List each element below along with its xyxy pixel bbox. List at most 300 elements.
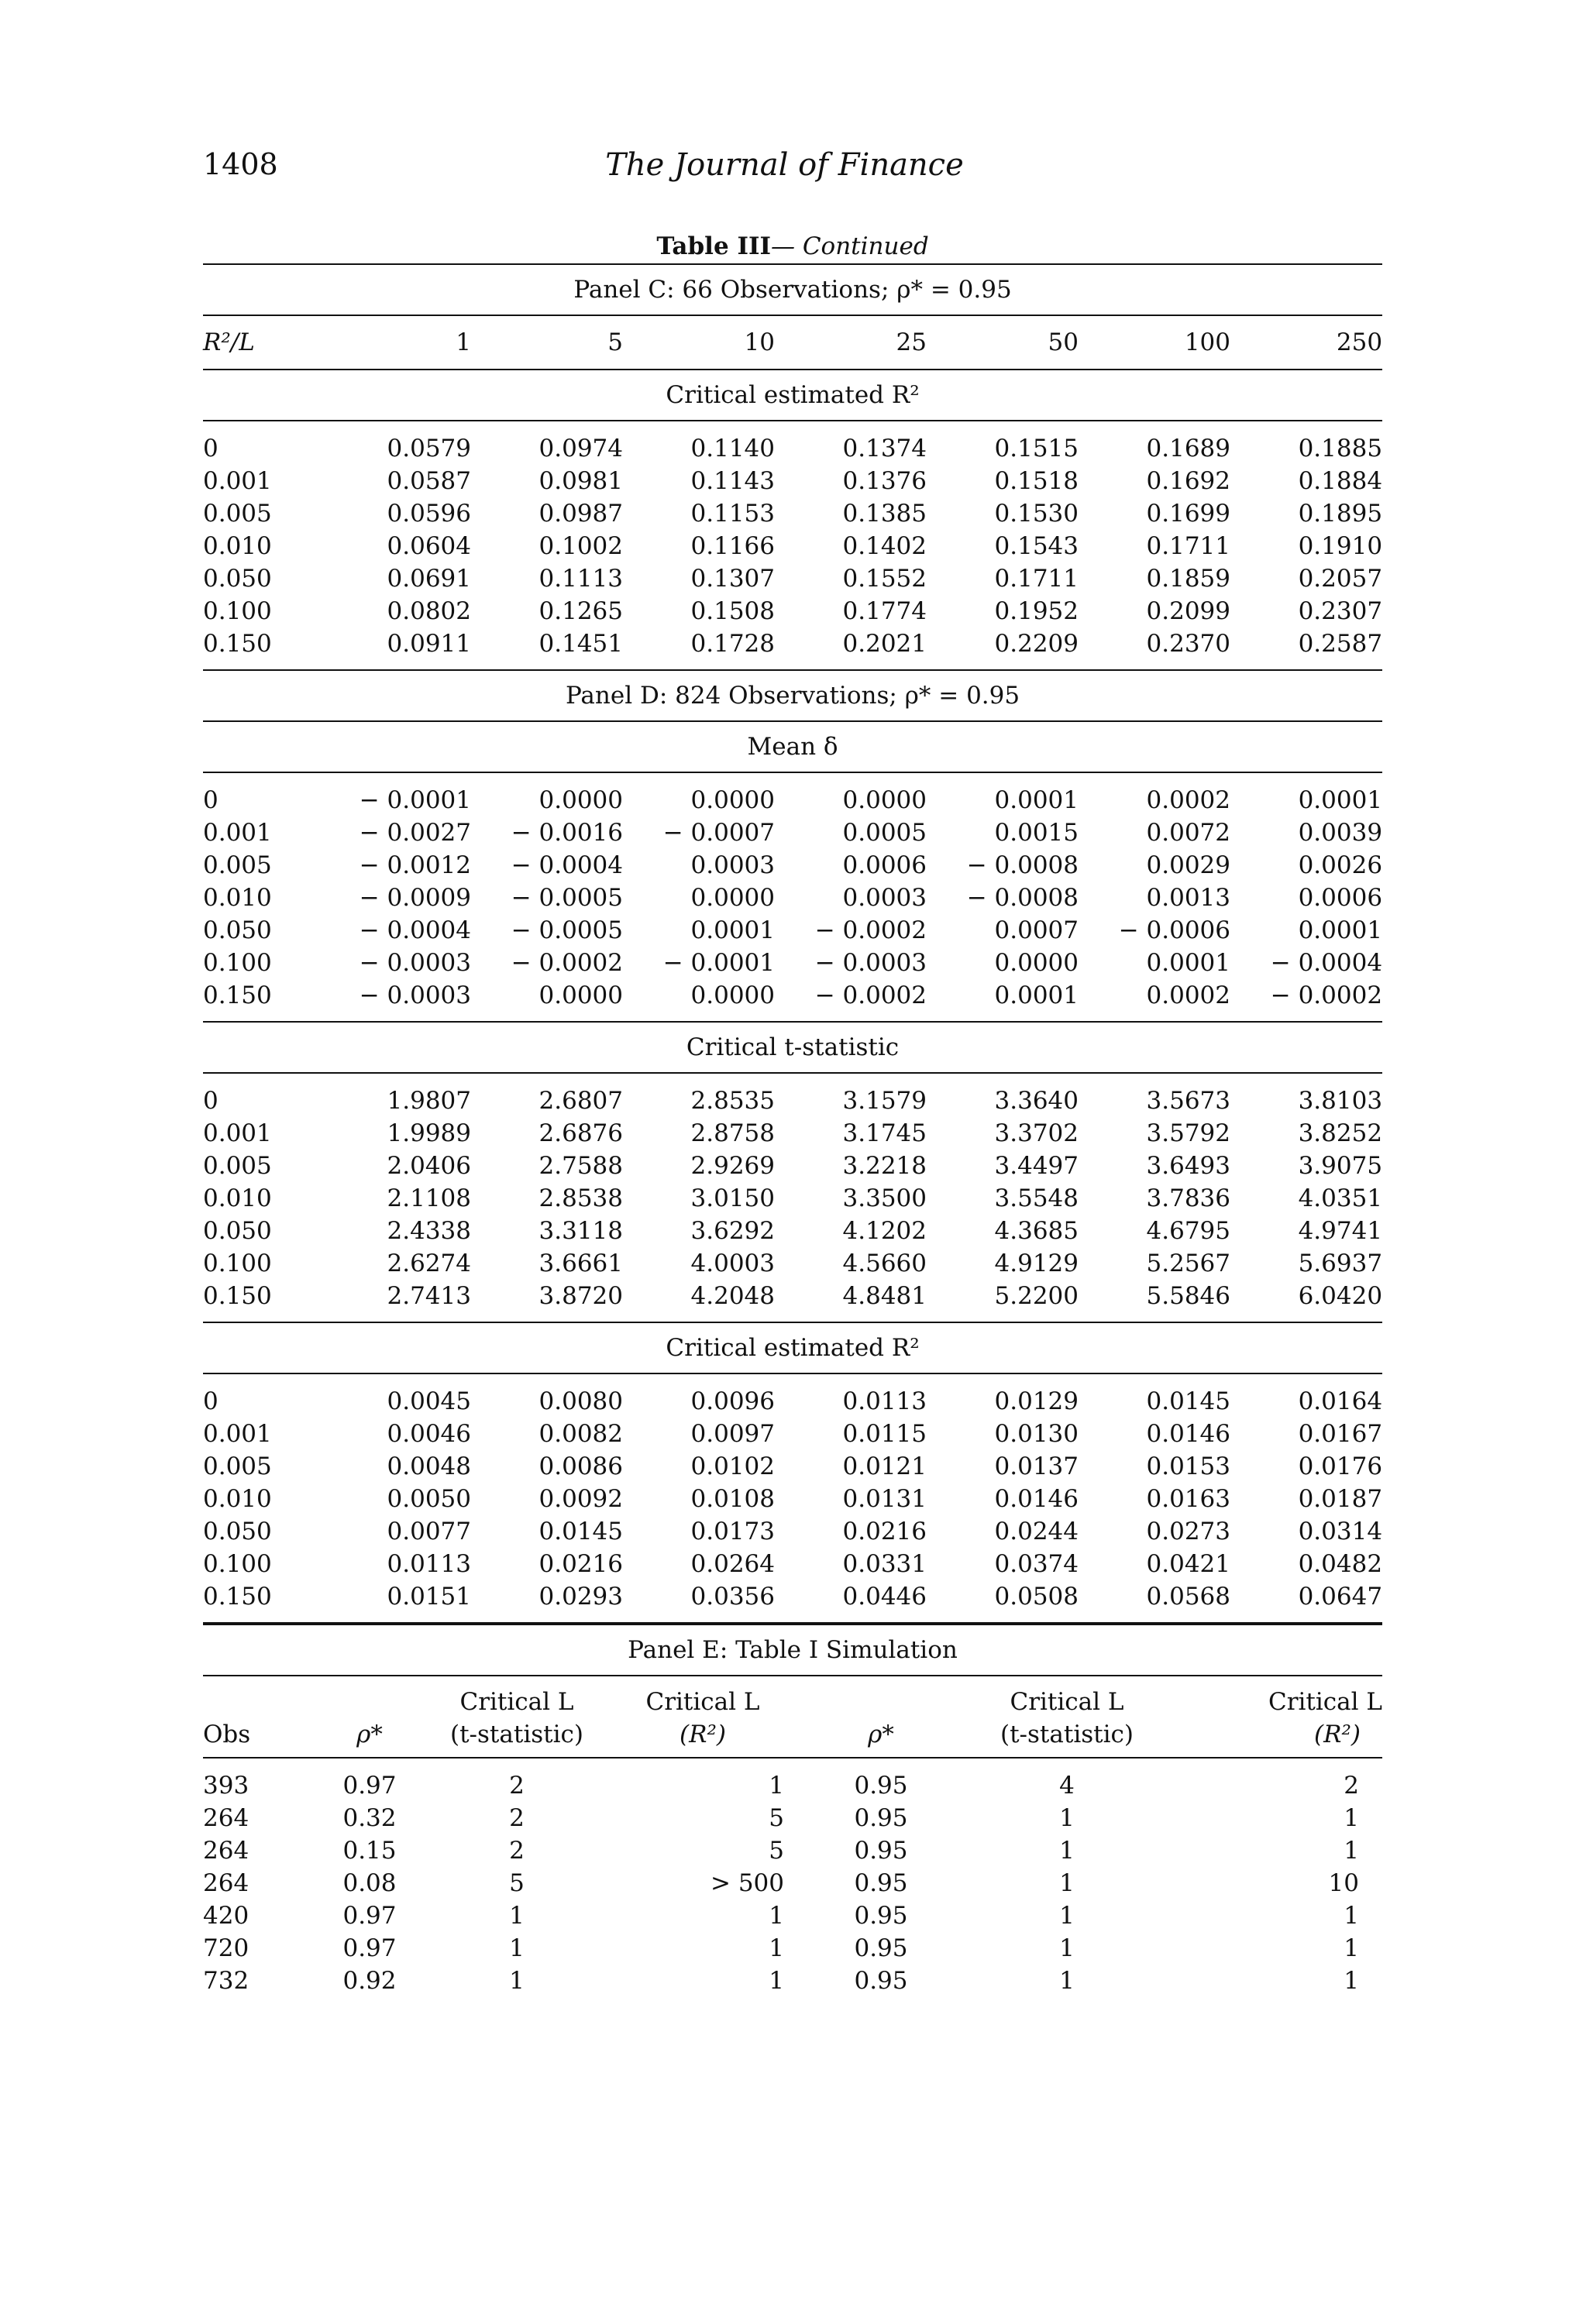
row-label: 0.005 xyxy=(203,1452,272,1480)
panel-c-title-row xyxy=(203,264,1382,315)
table-cell: 4.2048 xyxy=(623,1280,775,1322)
table-row xyxy=(203,849,1382,882)
table-cell: − 0.0002 xyxy=(1230,979,1382,1022)
table-row xyxy=(203,772,1382,816)
table-cell: 2.0406 xyxy=(387,1152,471,1180)
table-row xyxy=(203,979,1382,1022)
table-cell: 0.0129 xyxy=(994,1387,1079,1415)
table-label: Table III xyxy=(656,232,771,260)
table-cell: 0.1140 xyxy=(690,435,775,462)
table-cell: 0.0000 xyxy=(471,979,623,1022)
table-cell: 6.0420 xyxy=(1230,1280,1382,1322)
table-row xyxy=(203,562,1382,595)
table-cell: 0.1166 xyxy=(690,532,775,560)
table-cell: 0.97 xyxy=(342,1934,397,1962)
row-label: 0.050 xyxy=(203,1217,272,1245)
table-cell: 0.2021 xyxy=(775,627,927,670)
table-cell: 5.6937 xyxy=(1298,1250,1383,1277)
row-label: 0.005 xyxy=(203,851,272,879)
column-header-row xyxy=(203,315,1382,370)
table-cell: 0.0001 xyxy=(1146,949,1230,977)
table-continued: — Continued xyxy=(770,232,929,260)
header-critical-l-t-1-line1: Critical L xyxy=(459,1688,574,1716)
table-cell: 0.0146 xyxy=(994,1485,1079,1513)
table-cell: 0.0039 xyxy=(1298,819,1383,847)
table-cell: 0.0001 xyxy=(1298,786,1383,814)
table-cell: 0.0001 xyxy=(690,916,775,944)
header-critical-l-r2-2-line2: (R²) xyxy=(1314,1721,1361,1748)
table-cell: 0.0080 xyxy=(538,1387,623,1415)
table-cell: 0.0026 xyxy=(1298,851,1383,879)
row-label: 0.010 xyxy=(203,884,272,912)
table-row xyxy=(203,914,1382,947)
table-cell: 0.1859 xyxy=(1146,565,1230,593)
table-cell: 5 xyxy=(769,1837,784,1865)
table-cell: 0.0082 xyxy=(538,1420,623,1448)
table-cell: 5 xyxy=(769,1804,784,1832)
table-cell: 0.95 xyxy=(854,1869,908,1897)
table-cell: 0.0356 xyxy=(623,1580,775,1623)
table-cell: 0.1307 xyxy=(690,565,775,593)
table-cell: > 500 xyxy=(711,1869,784,1897)
table-cell: 3.3640 xyxy=(994,1087,1079,1115)
table-cell: 0.0446 xyxy=(775,1580,927,1623)
table-caption xyxy=(203,232,1382,260)
table-cell: 0.0000 xyxy=(538,786,623,814)
table-cell: 0.0000 xyxy=(994,949,1079,977)
table-row xyxy=(203,1932,1382,1965)
table-cell: 0.0130 xyxy=(994,1420,1079,1448)
table-cell: 1 xyxy=(769,1967,784,1995)
table-cell: 5.2567 xyxy=(1146,1250,1230,1277)
table-cell: 2 xyxy=(509,1837,525,1865)
table-cell: 1 xyxy=(1059,1869,1075,1897)
table-row xyxy=(203,1073,1382,1117)
table-cell: 4.9741 xyxy=(1298,1217,1383,1245)
table-cell: − 0.0004 xyxy=(511,851,623,879)
table-cell: 0.0911 xyxy=(319,627,471,670)
page-number: 1408 xyxy=(203,147,278,181)
table-cell: 2.6876 xyxy=(538,1119,623,1147)
table-cell: − 0.0004 xyxy=(359,916,471,944)
table-cell: 0.0029 xyxy=(1146,851,1230,879)
panel-d-title-row xyxy=(203,670,1382,721)
table-row xyxy=(203,1867,1382,1899)
table-cell: 0.0187 xyxy=(1298,1485,1383,1513)
column-header-100: 100 xyxy=(1079,315,1230,370)
row-label: 0 xyxy=(203,786,218,814)
table-cell: − 0.0016 xyxy=(511,819,623,847)
header-critical-l-t-2 xyxy=(962,1676,1172,1758)
row-label: 0.150 xyxy=(203,1580,319,1623)
table-cell: 0.1113 xyxy=(538,565,623,593)
table-cell: 0.0097 xyxy=(690,1420,775,1448)
table-cell: 0.2209 xyxy=(927,627,1079,670)
table-cell: 3.1579 xyxy=(842,1087,927,1115)
table-cell: 0.95 xyxy=(854,1772,908,1800)
table-cell: 2.1108 xyxy=(387,1184,471,1212)
table-row xyxy=(203,1580,1382,1623)
table-cell: 0.0013 xyxy=(1146,884,1230,912)
table-row xyxy=(203,1450,1382,1483)
table-cell: 0.0005 xyxy=(842,819,927,847)
table-cell: 2.8535 xyxy=(690,1087,775,1115)
table-row xyxy=(203,1965,1382,1997)
table-cell: 0.1952 xyxy=(994,597,1079,625)
table-cell: 0.2057 xyxy=(1298,565,1383,593)
panel-c-title: Panel C: 66 Observations; ρ* = 0.95 xyxy=(203,264,1382,315)
table-cell: 0.0647 xyxy=(1230,1580,1382,1623)
table-cell: 0.0113 xyxy=(842,1387,927,1415)
table-cell: 0.95 xyxy=(854,1837,908,1865)
table-cell: 0.0121 xyxy=(842,1452,927,1480)
table-cell: 4.9129 xyxy=(994,1250,1079,1277)
table-cell: 1 xyxy=(1059,1902,1075,1930)
table-row xyxy=(203,816,1382,849)
table-cell: 1 xyxy=(769,1902,784,1930)
table-cell: 0.0115 xyxy=(842,1420,927,1448)
table-cell: 0.0000 xyxy=(842,786,927,814)
table-cell: 0.0007 xyxy=(994,916,1079,944)
table-cell: 0.0176 xyxy=(1298,1452,1383,1480)
table-row xyxy=(203,1247,1382,1280)
table-cell: 0.1689 xyxy=(1146,435,1230,462)
table-cell: − 0.0002 xyxy=(814,916,927,944)
table-cell: 0.97 xyxy=(342,1772,397,1800)
table-cell: 4.8481 xyxy=(775,1280,927,1322)
table-cell: 0.0173 xyxy=(690,1518,775,1545)
table-cell: 0.0244 xyxy=(994,1518,1079,1545)
column-header-1: 1 xyxy=(319,315,471,370)
panel-d-tstat-section-title-row xyxy=(203,1022,1382,1073)
table-cell: 0.1543 xyxy=(994,532,1079,560)
table-cell: 0.0151 xyxy=(319,1580,471,1623)
row-label: 0.010 xyxy=(203,1184,272,1212)
row-label: 0.005 xyxy=(203,500,272,528)
table-cell: − 0.0002 xyxy=(775,979,927,1022)
table-cell: 1 xyxy=(509,1967,525,1995)
row-label: 0.150 xyxy=(203,1280,319,1322)
table-cell: 0.1699 xyxy=(1146,500,1230,528)
table-cell: 0.0604 xyxy=(387,532,471,560)
table-cell: 0.0000 xyxy=(690,786,775,814)
row-label: 420 xyxy=(203,1902,249,1930)
row-label: 0.100 xyxy=(203,597,272,625)
page-header xyxy=(0,147,1569,191)
table-row xyxy=(203,595,1382,627)
table-cell: − 0.0006 xyxy=(1118,916,1230,944)
table-row xyxy=(203,947,1382,979)
table-cell: 0.1884 xyxy=(1298,467,1383,495)
table-cell: 0.1515 xyxy=(994,435,1079,462)
table-cell: − 0.0003 xyxy=(814,949,927,977)
table-cell: 4 xyxy=(1059,1772,1075,1800)
panel-e-table xyxy=(203,1624,1382,1997)
row-label: 0.001 xyxy=(203,1119,272,1147)
table-cell: − 0.0004 xyxy=(1270,949,1383,977)
header-critical-l-r2-1-line2: (R²) xyxy=(680,1721,726,1748)
table-cell: 0.1910 xyxy=(1298,532,1383,560)
table-cell: 5.5846 xyxy=(1079,1280,1230,1322)
table-row xyxy=(203,1215,1382,1247)
table-cell: 5.2200 xyxy=(927,1280,1079,1322)
table-cell: 3.6661 xyxy=(538,1250,623,1277)
table-cell: 0.0216 xyxy=(842,1518,927,1545)
table-cell: 1 xyxy=(1344,1902,1359,1930)
table-cell: 1.9989 xyxy=(387,1119,471,1147)
table-cell: 0.0046 xyxy=(387,1420,471,1448)
table-cell: 0.0293 xyxy=(471,1580,623,1623)
table-cell: 2.4338 xyxy=(387,1217,471,1245)
table-cell: 4.0003 xyxy=(690,1250,775,1277)
row-label: 264 xyxy=(203,1837,249,1865)
row-label: 0.150 xyxy=(203,627,319,670)
row-label: 0.100 xyxy=(203,949,272,977)
header-critical-l-r2-1-line1: Critical L xyxy=(645,1688,760,1716)
table-cell: 0.0164 xyxy=(1298,1387,1383,1415)
table-cell: 3.8252 xyxy=(1298,1119,1383,1147)
table-cell: 3.7836 xyxy=(1146,1184,1230,1212)
table-cell: 0.0001 xyxy=(994,786,1079,814)
table-cell: 0.0002 xyxy=(1079,979,1230,1022)
table-cell: 0.92 xyxy=(342,1967,397,1995)
row-label: 0.050 xyxy=(203,916,272,944)
table-cell: − 0.0027 xyxy=(359,819,471,847)
table-row xyxy=(203,627,1382,670)
column-header-5: 5 xyxy=(471,315,623,370)
table-iii xyxy=(203,263,1382,1997)
table-cell: 0.97 xyxy=(342,1902,397,1930)
table-cell: 0.1552 xyxy=(842,565,927,593)
panels-c-d-table xyxy=(203,263,1382,1624)
table-cell: 0.1143 xyxy=(690,467,775,495)
table-row xyxy=(203,530,1382,562)
table-row xyxy=(203,421,1382,465)
panel-c-section-title: Critical estimated R² xyxy=(203,370,1382,421)
table-cell: 0.15 xyxy=(342,1837,397,1865)
table-cell: 0.1451 xyxy=(471,627,623,670)
table-cell: − 0.0003 xyxy=(319,979,471,1022)
table-cell: 5 xyxy=(509,1869,525,1897)
corner-header: R²/L xyxy=(203,315,319,370)
table-cell: 3.5792 xyxy=(1146,1119,1230,1147)
table-row xyxy=(203,1182,1382,1215)
table-cell: 3.6292 xyxy=(690,1217,775,1245)
table-cell: 0.0006 xyxy=(1298,884,1383,912)
column-header-25: 25 xyxy=(775,315,927,370)
table-cell: 3.5673 xyxy=(1146,1087,1230,1115)
table-cell: 1 xyxy=(1344,1804,1359,1832)
header-rho-1: ρ* xyxy=(311,1676,428,1758)
table-row xyxy=(203,1834,1382,1867)
table-cell: 0.1530 xyxy=(994,500,1079,528)
table-cell: 0.1774 xyxy=(842,597,927,625)
table-cell: 3.9075 xyxy=(1298,1152,1383,1180)
table-cell: 3.8103 xyxy=(1298,1087,1383,1115)
table-cell: 0.0001 xyxy=(927,979,1079,1022)
table-cell: − 0.0007 xyxy=(662,819,775,847)
table-cell: 2.6807 xyxy=(538,1087,623,1115)
table-cell: 0.0273 xyxy=(1146,1518,1230,1545)
table-cell: 2.6274 xyxy=(387,1250,471,1277)
table-cell: 0.2099 xyxy=(1146,597,1230,625)
row-label: 0.010 xyxy=(203,1485,272,1513)
table-cell: 0.2370 xyxy=(1079,627,1230,670)
panel-e-header-row xyxy=(203,1676,1382,1758)
table-cell: 0.0108 xyxy=(690,1485,775,1513)
table-row xyxy=(203,1373,1382,1418)
table-cell: 0.95 xyxy=(854,1804,908,1832)
panel-d-mean-section-title: Mean δ xyxy=(203,721,1382,772)
table-cell: 4.1202 xyxy=(842,1217,927,1245)
table-cell: 0.0137 xyxy=(994,1452,1079,1480)
journal-title: The Journal of Finance xyxy=(605,147,964,183)
table-cell: 0.0163 xyxy=(1146,1485,1230,1513)
row-label: 0.001 xyxy=(203,819,272,847)
table-cell: 4.3685 xyxy=(994,1217,1079,1245)
panel-d-r2-section-title-row xyxy=(203,1322,1382,1373)
table-cell: 2.8758 xyxy=(690,1119,775,1147)
table-cell: 0.0002 xyxy=(1146,786,1230,814)
table-cell: 0.0045 xyxy=(387,1387,471,1415)
table-row xyxy=(203,497,1382,530)
table-cell: − 0.0003 xyxy=(359,949,471,977)
table-row xyxy=(203,1758,1382,1802)
row-label: 264 xyxy=(203,1804,249,1832)
row-label: 0.050 xyxy=(203,1518,272,1545)
table-cell: 0.0596 xyxy=(387,500,471,528)
table-row xyxy=(203,882,1382,914)
table-cell: 0.0048 xyxy=(387,1452,471,1480)
table-cell: 0.0691 xyxy=(387,565,471,593)
table-cell: 0.0006 xyxy=(842,851,927,879)
table-cell: 1 xyxy=(769,1934,784,1962)
table-cell: 0.0314 xyxy=(1298,1518,1383,1545)
panel-d-r2-section-title: Critical estimated R² xyxy=(203,1322,1382,1373)
table-cell: 0.1374 xyxy=(842,435,927,462)
table-row xyxy=(203,1899,1382,1932)
table-cell: 0.0145 xyxy=(538,1518,623,1545)
table-cell: 0.0077 xyxy=(387,1518,471,1545)
table-cell: 0.1402 xyxy=(842,532,927,560)
table-cell: 0.1153 xyxy=(690,500,775,528)
table-cell: 0.95 xyxy=(854,1967,908,1995)
table-row xyxy=(203,1117,1382,1150)
table-cell: 10 xyxy=(1328,1869,1359,1897)
header-obs: Obs xyxy=(203,1676,311,1758)
row-label: 720 xyxy=(203,1934,249,1962)
table-cell: 3.5548 xyxy=(994,1184,1079,1212)
table-cell: 0.0092 xyxy=(538,1485,623,1513)
row-label: 0 xyxy=(203,1087,218,1115)
table-cell: 4.0351 xyxy=(1298,1184,1383,1212)
table-row xyxy=(203,1515,1382,1548)
table-cell: − 0.0008 xyxy=(966,851,1079,879)
table-row xyxy=(203,1548,1382,1580)
column-header-50: 50 xyxy=(927,315,1079,370)
table-cell: 0.95 xyxy=(854,1902,908,1930)
table-cell: 0.0264 xyxy=(690,1550,775,1578)
row-label: 0.005 xyxy=(203,1152,272,1180)
table-cell: 1 xyxy=(509,1934,525,1962)
table-cell: 0.0000 xyxy=(690,884,775,912)
table-cell: 4.6795 xyxy=(1146,1217,1230,1245)
column-header-250: 250 xyxy=(1230,315,1382,370)
header-critical-l-r2-2-line1: Critical L xyxy=(1268,1688,1382,1716)
table-cell: 1 xyxy=(1344,1967,1359,1995)
row-label: 0.010 xyxy=(203,532,272,560)
table-cell: 3.3118 xyxy=(538,1217,623,1245)
table-cell: 3.0150 xyxy=(690,1184,775,1212)
table-cell: 0.1508 xyxy=(690,597,775,625)
table-cell: 0.0145 xyxy=(1146,1387,1230,1415)
table-cell: 0.95 xyxy=(854,1934,908,1962)
row-label: 0.100 xyxy=(203,1550,272,1578)
table-cell: 0.2307 xyxy=(1298,597,1383,625)
table-cell: 3.1745 xyxy=(842,1119,927,1147)
panel-c-section-title-row xyxy=(203,370,1382,421)
table-cell: 0.0146 xyxy=(1146,1420,1230,1448)
table-cell: 0.2587 xyxy=(1230,627,1382,670)
table-cell: 0.0167 xyxy=(1298,1420,1383,1448)
table-cell: 0.0096 xyxy=(690,1387,775,1415)
table-cell: 3.3702 xyxy=(994,1119,1079,1147)
table-cell: 0.0015 xyxy=(994,819,1079,847)
row-label: 0.100 xyxy=(203,1250,272,1277)
table-cell: 1 xyxy=(1059,1934,1075,1962)
table-cell: 0.0001 xyxy=(1298,916,1383,944)
table-cell: 0.0072 xyxy=(1146,819,1230,847)
table-cell: 0.1692 xyxy=(1146,467,1230,495)
header-critical-l-t-1-line2: (t-statistic) xyxy=(450,1721,583,1748)
panel-d-mean-section-title-row xyxy=(203,721,1382,772)
row-label: 0 xyxy=(203,1387,218,1415)
table-cell: 3.6493 xyxy=(1146,1152,1230,1180)
table-cell: 0.0579 xyxy=(387,435,471,462)
table-cell: 0.1885 xyxy=(1298,435,1383,462)
table-cell: − 0.0005 xyxy=(511,916,623,944)
table-cell: 0.0981 xyxy=(538,467,623,495)
table-row xyxy=(203,1150,1382,1182)
row-label: 393 xyxy=(203,1772,249,1800)
table-cell: − 0.0001 xyxy=(662,949,775,977)
header-critical-l-r2-1 xyxy=(606,1676,800,1758)
table-cell: 1 xyxy=(509,1902,525,1930)
table-cell: 1 xyxy=(1059,1804,1075,1832)
table-cell: 0.0113 xyxy=(387,1550,471,1578)
header-critical-l-t-1 xyxy=(428,1676,606,1758)
header-critical-l-t-2-line1: Critical L xyxy=(1010,1688,1124,1716)
table-cell: 0.08 xyxy=(342,1869,397,1897)
table-cell: 2.8538 xyxy=(538,1184,623,1212)
header-critical-l-t-2-line2: (t-statistic) xyxy=(1000,1721,1134,1748)
table-cell: − 0.0005 xyxy=(511,884,623,912)
table-cell: 0.0216 xyxy=(538,1550,623,1578)
table-cell: 0.1376 xyxy=(842,467,927,495)
table-cell: 0.1385 xyxy=(842,500,927,528)
header-rho-2: ρ* xyxy=(800,1676,962,1758)
table-cell: 3.4497 xyxy=(994,1152,1079,1180)
table-cell: 2 xyxy=(509,1804,525,1832)
table-row xyxy=(203,465,1382,497)
table-cell: 3.2218 xyxy=(842,1152,927,1180)
table-cell: 2.7588 xyxy=(538,1152,623,1180)
row-label: 0.001 xyxy=(203,467,272,495)
table-cell: − 0.0008 xyxy=(966,884,1079,912)
table-cell: 0.0802 xyxy=(387,597,471,625)
table-cell: 0.0050 xyxy=(387,1485,471,1513)
table-cell: 0.0003 xyxy=(842,884,927,912)
